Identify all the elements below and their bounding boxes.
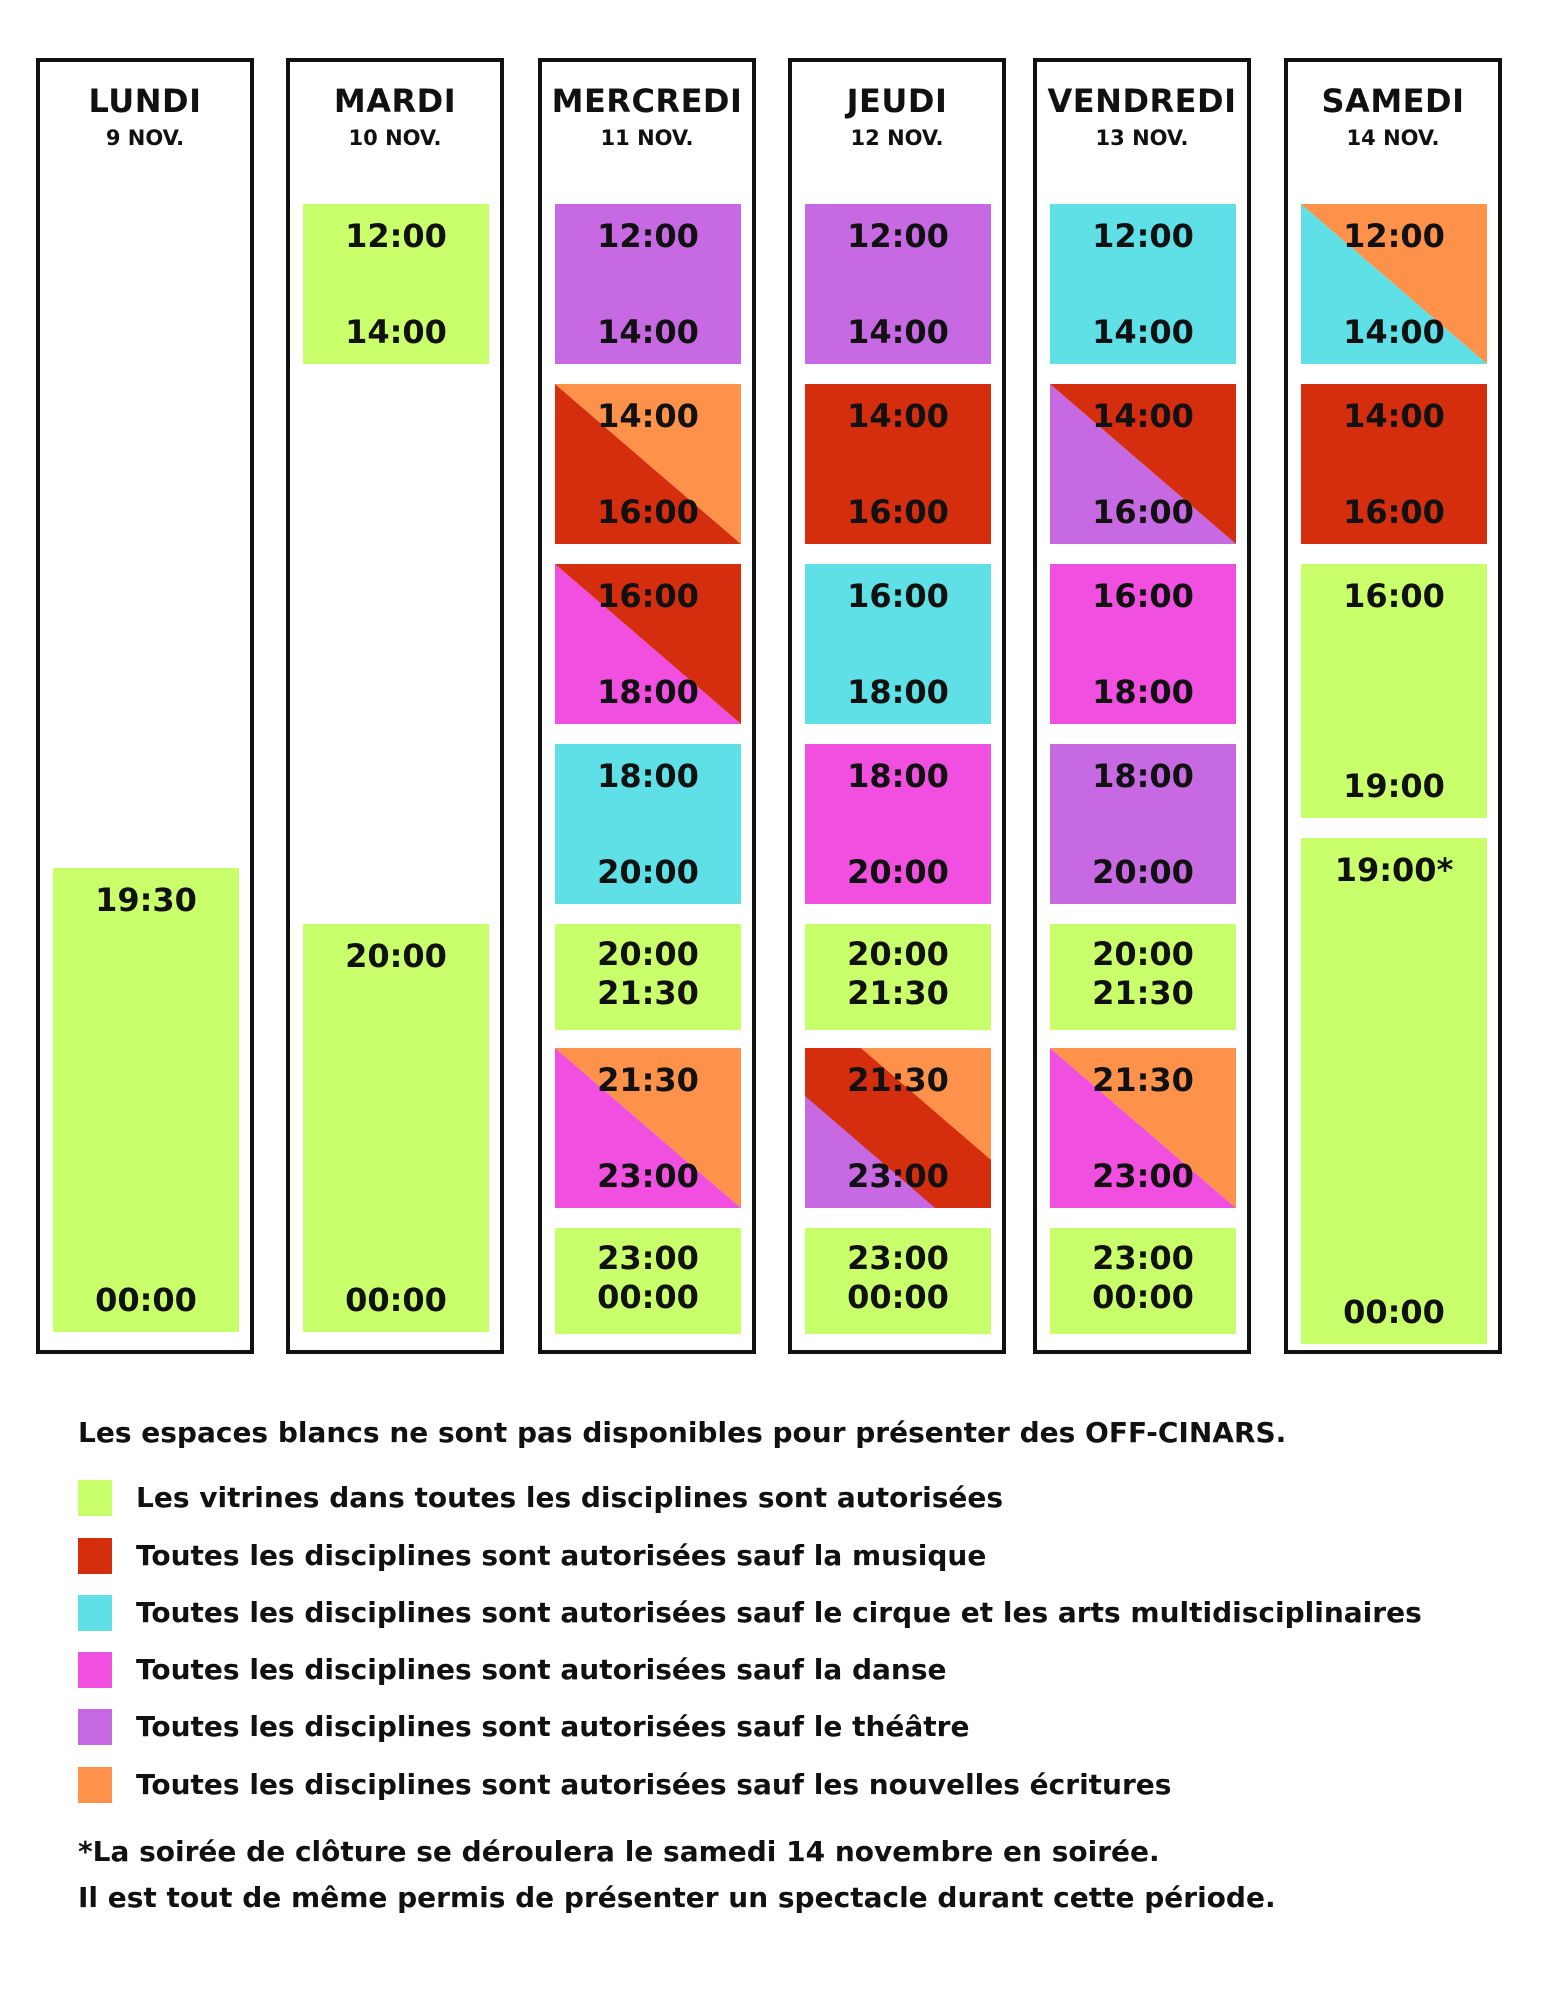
legend-swatch (78, 1595, 112, 1631)
slot-start-time: 21:30 (597, 1061, 699, 1099)
slot-start-time: 16:00 (1092, 577, 1194, 615)
time-slot (1301, 564, 1487, 818)
slot-start-time: 16:00 (1343, 577, 1445, 615)
time-slot (805, 384, 991, 544)
slot-start-time: 14:00 (1092, 397, 1194, 435)
slot-start-time: 20:00 (345, 937, 447, 975)
slot-start-time: 23:00 (1092, 1239, 1194, 1277)
time-slot (1301, 204, 1487, 364)
time-slot (303, 204, 489, 364)
slot-start-time: 19:00* (1334, 851, 1454, 889)
slot-background (1301, 838, 1487, 1344)
legend-swatch (78, 1480, 112, 1516)
slot-start-time: 20:00 (847, 935, 949, 973)
slot-end-time: 14:00 (1343, 313, 1445, 351)
slot-start-time: 14:00 (1343, 397, 1445, 435)
slot-start-time: 12:00 (345, 217, 447, 255)
slot-end-time: 21:30 (847, 974, 949, 1012)
day-column-samedi (1284, 58, 1502, 1354)
day-name: SAMEDI (1321, 82, 1465, 120)
day-date: 9 NOV. (105, 126, 185, 150)
day-column-jeudi (788, 58, 1006, 1354)
time-slot (1301, 838, 1487, 1344)
slot-end-time: 16:00 (847, 493, 949, 531)
slot-start-time: 19:30 (95, 881, 197, 919)
legend-label: Toutes les disciplines sont autorisées sauf les nouvelles écritures (136, 1768, 1172, 1801)
time-slot (303, 924, 489, 1332)
time-slot (805, 1048, 991, 1208)
time-slot (805, 744, 991, 904)
day-date: 14 NOV. (1346, 126, 1440, 150)
legend-label: Les vitrines dans toutes les disciplines sont autorisées (136, 1481, 1004, 1514)
slot-color-region (303, 924, 489, 1332)
day-column-vendredi (1033, 58, 1251, 1354)
time-slot (555, 924, 741, 1030)
slot-end-time: 16:00 (1343, 493, 1445, 531)
slot-start-time: 20:00 (1092, 935, 1194, 973)
slot-end-time: 00:00 (1092, 1278, 1194, 1316)
time-slot (1050, 384, 1236, 544)
legend-label: Toutes les disciplines sont autorisées sauf la musique (136, 1539, 987, 1572)
slot-start-time: 12:00 (847, 217, 949, 255)
slot-end-time: 23:00 (847, 1157, 949, 1195)
slot-start-time: 21:30 (1092, 1061, 1194, 1099)
time-slot (1050, 1048, 1236, 1208)
time-slot (1050, 744, 1236, 904)
day-column-mardi (286, 58, 504, 1354)
slot-start-time: 12:00 (597, 217, 699, 255)
slot-start-time: 18:00 (847, 757, 949, 795)
slot-end-time: 16:00 (1092, 493, 1194, 531)
day-column-lundi (36, 58, 254, 1354)
time-slot (805, 924, 991, 1030)
slot-start-time: 18:00 (1092, 757, 1194, 795)
time-slot (555, 1048, 741, 1208)
time-slot (1050, 924, 1236, 1030)
slot-end-time: 21:30 (597, 974, 699, 1012)
legend-swatch (78, 1538, 112, 1574)
legend-label: Toutes les disciplines sont autorisées sauf le cirque et les arts multidisciplinaires (136, 1596, 1422, 1629)
slot-background (303, 924, 489, 1332)
slot-start-time: 14:00 (597, 397, 699, 435)
slot-end-time: 14:00 (597, 313, 699, 351)
day-date: 11 NOV. (600, 126, 694, 150)
time-slot (1050, 564, 1236, 724)
slot-end-time: 16:00 (597, 493, 699, 531)
slot-color-region (53, 868, 239, 1332)
slot-start-time: 23:00 (847, 1239, 949, 1277)
slot-end-time: 00:00 (1343, 1293, 1445, 1331)
day-date: 13 NOV. (1095, 126, 1189, 150)
slot-start-time: 12:00 (1092, 217, 1194, 255)
day-name: MARDI (333, 82, 457, 120)
slot-background (53, 868, 239, 1332)
slot-end-time: 00:00 (345, 1281, 447, 1319)
slot-start-time: 18:00 (597, 757, 699, 795)
slot-end-time: 14:00 (1092, 313, 1194, 351)
legend-swatch (78, 1652, 112, 1688)
time-slot (1301, 384, 1487, 544)
slot-start-time: 12:00 (1343, 217, 1445, 255)
time-slot (555, 384, 741, 544)
legend-swatch (78, 1709, 112, 1745)
legend-label: Toutes les disciplines sont autorisées sauf le théâtre (136, 1710, 970, 1743)
legend-swatch (78, 1767, 112, 1803)
slot-start-time: 16:00 (597, 577, 699, 615)
slot-start-time: 23:00 (597, 1239, 699, 1277)
day-name: LUNDI (88, 82, 202, 120)
day-name: MERCREDI (551, 82, 743, 120)
slot-start-time: 20:00 (597, 935, 699, 973)
slot-end-time: 00:00 (95, 1281, 197, 1319)
day-name: VENDREDI (1047, 82, 1237, 120)
slot-end-time: 20:00 (597, 853, 699, 891)
slot-end-time: 00:00 (597, 1278, 699, 1316)
day-date: 10 NOV. (348, 126, 442, 150)
slot-end-time: 20:00 (847, 853, 949, 891)
time-slot (53, 868, 239, 1332)
slot-start-time: 16:00 (847, 577, 949, 615)
slot-start-time: 21:30 (847, 1061, 949, 1099)
time-slot (555, 1228, 741, 1334)
time-slot (805, 204, 991, 364)
slot-end-time: 21:30 (1092, 974, 1194, 1012)
time-slot (555, 204, 741, 364)
slot-end-time: 14:00 (847, 313, 949, 351)
legend-note: Les espaces blancs ne sont pas disponibles pour présenter des OFF-CINARS. (78, 1416, 1287, 1449)
slot-end-time: 18:00 (1092, 673, 1194, 711)
legend-label: Toutes les disciplines sont autorisées sauf la danse (136, 1653, 947, 1686)
slot-end-time: 18:00 (847, 673, 949, 711)
slot-end-time: 14:00 (345, 313, 447, 351)
slot-end-time: 23:00 (597, 1157, 699, 1195)
time-slot (805, 1228, 991, 1334)
footnote-line-1: *La soirée de clôture se déroulera le samedi 14 novembre en soirée. (78, 1835, 1160, 1868)
day-name: JEUDI (846, 82, 948, 120)
slot-end-time: 23:00 (1092, 1157, 1194, 1195)
time-slot (1050, 204, 1236, 364)
day-date: 12 NOV. (850, 126, 944, 150)
slot-end-time: 18:00 (597, 673, 699, 711)
time-slot (805, 564, 991, 724)
slot-end-time: 19:00 (1343, 767, 1445, 805)
time-slot (555, 744, 741, 904)
footnote-line-2: Il est tout de même permis de présenter un spectacle durant cette période. (78, 1881, 1276, 1914)
slot-end-time: 00:00 (847, 1278, 949, 1316)
time-slot (1050, 1228, 1236, 1334)
day-column-mercredi (538, 58, 756, 1354)
slot-color-region (1301, 838, 1487, 1344)
slot-start-time: 14:00 (847, 397, 949, 435)
time-slot (555, 564, 741, 724)
slot-end-time: 20:00 (1092, 853, 1194, 891)
